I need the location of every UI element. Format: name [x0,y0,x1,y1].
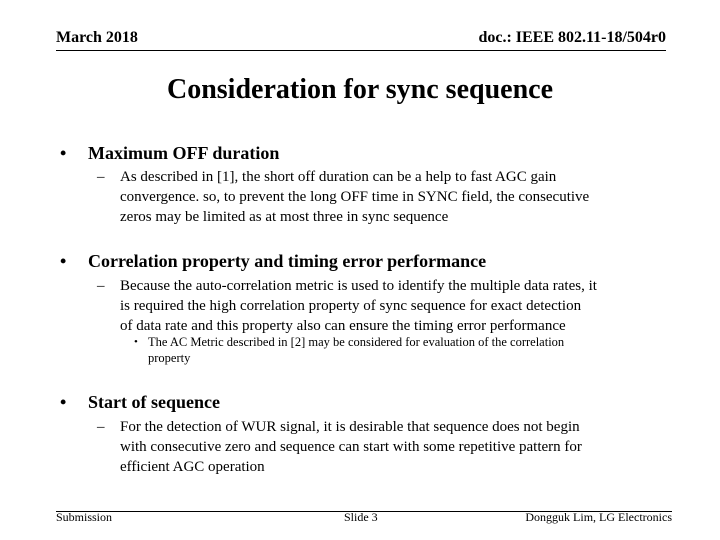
bullet-1-heading: Maximum OFF duration [88,143,280,163]
text-line: For the detection of WUR signal, it is desirable that sequence does not begin [120,419,580,435]
footer-slide-number: Slide 3 [344,510,378,524]
text-line: The AC Metric described in [2] may be considered for evaluation of the correlation [148,335,565,349]
bullet-2-sub-1-sub-1-text [148,334,668,366]
bullet-2-sub-1-sub-1-marker: • [134,336,138,348]
bullet-2-marker: • [60,251,67,271]
text-line: property [148,351,191,365]
text-line: of data rate and this property also can ensure the timing error performance [120,318,566,334]
slide-title: Consideration for sync sequence [166,74,554,105]
header-date: March 2018 [56,29,138,46]
bullet-2-sub-1-marker: – [97,278,105,294]
text-line: Because the auto-correlation metric is used to identify the multiple data rates, it [120,278,597,294]
bullet-2-heading: Correlation property and timing error performance [88,251,487,271]
footer-author: Dongguk Lim, LG Electronics [525,510,672,524]
text-line: zeros may be limited as at most three in sync sequence [120,209,449,225]
bullet-3-marker: • [60,392,67,412]
text-line: As described in [1], the short off duration can be a help to fast AGC gain [120,169,557,185]
bullet-1-sub-1-marker: – [97,169,105,185]
bullet-1-marker: • [60,143,67,163]
bullet-3-heading: Start of sequence [88,392,220,412]
bullet-2-sub-1-text [120,276,680,336]
bullet-3-sub-1-marker: – [97,419,105,435]
text-line: efficient AGC operation [120,459,265,475]
text-line: convergence. so, to prevent the long OFF time in SYNC field, the consecutive [120,189,590,205]
header-divider [56,50,666,51]
bullet-3-sub-1-text [120,417,680,477]
text-line: is required the high correlation property of sync sequence for exact detection [120,298,582,314]
footer-submission: Submission [56,510,113,524]
header-doc-id: doc.: IEEE 802.11-18/504r0 [478,29,666,46]
text-line: with consecutive zero and sequence can start with some repetitive pattern for [120,439,582,455]
bullet-1-sub-1-text [120,167,680,227]
